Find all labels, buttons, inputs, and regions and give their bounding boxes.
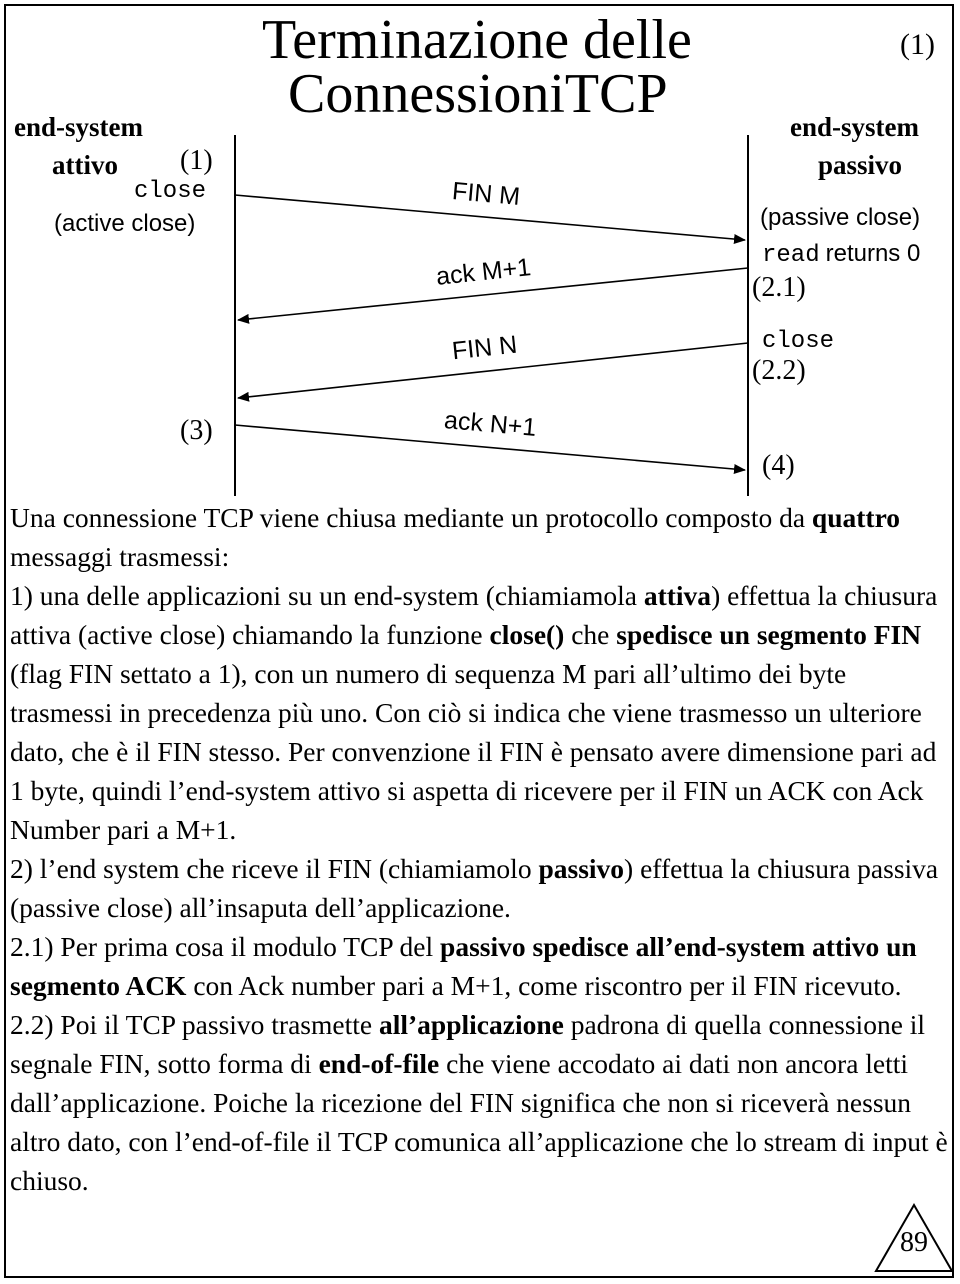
text-run: attiva [643,580,712,611]
right-endsystem-role: passivo [818,150,903,180]
text-run: ) effettua la chiusura passiva (passive close) all’insaputa dell’applicazione. [10,853,939,923]
paragraph-step-2 [10,849,950,927]
close-call-label: close [134,178,207,205]
text-run: ) effettua la chiusura attiva (active close) chiamando la funzione [10,580,938,650]
text-run: quattro [811,502,901,533]
paragraph-step-1 [10,576,950,849]
text-run: che [564,619,617,650]
left-endsystem-label: end-system [14,112,143,142]
msg-ack-m-label: ack M+1 [434,253,533,291]
read-code: read [762,242,820,269]
tcp-sequence-diagram [0,0,960,500]
text-run: passivo spedisce all’end-system attivo un segmento ACK [10,931,917,1001]
slide-marker: (1) [900,28,935,61]
active-close-label: (active close) [54,210,196,237]
text-run: all’applicazione [378,1009,564,1040]
text-run: 2.2) Poi il TCP passivo trasmette [10,1009,379,1040]
text-run: con Ack number pari a M+1, come riscontro per il FIN ricevuto. [186,970,902,1001]
msg-ack-n-label: ack N+1 [442,406,538,442]
msg-fin-n-label: FIN N [450,330,519,366]
text-run: spedisce un segmento FIN [616,619,922,650]
paragraph-step-2-2 [10,1005,950,1200]
paragraph-intro [10,498,950,576]
text-run: messaggi trasmessi: [10,541,230,572]
text-run: che viene accodato ai dati non ancora letti dall’applicazione. Poiche la ricezione del FIN significa che non si riceverà nessun altro dato, con l’end-of-file il TCP comunica all’applicazione che lo stream di input è chiuso. [10,1048,948,1196]
passive-close-label: (passive close) [760,204,921,231]
slide-title-line2: ConnessioniTCP [288,63,668,125]
page-number: 89 [900,1227,928,1258]
slide-title-line1: Terminazione delle [262,9,692,71]
step-4-label: (4) [762,450,795,481]
step-1-label: (1) [180,145,213,176]
explanation-text [10,498,950,1200]
left-endsystem-role: attivo [52,150,118,180]
step-3-label: (3) [180,415,213,446]
right-endsystem-label: end-system [790,112,919,142]
msg-fin-m-label: FIN M [450,177,522,211]
read-returns-text: returns 0 [825,240,921,267]
arrow-fin-n [238,343,748,398]
text-run: padrona di quella connessione il segnale FIN, sotto forma di [10,1009,926,1079]
step-2-2-label: (2.2) [752,355,806,386]
text-run: (flag FIN settato a 1), con un numero di sequenza M pari all’ultimo dei byte trasmessi in precedenza più uno. Con ciò si indica che viene trasmesso un ulteriore dato, che è il FIN stesso. Per convenzione il FIN è pensato avere dimensione pari ad 1 byte, quindi l’end-system attivo si aspetta di ricevere per il FIN un ACK con Ack Number pari a M+1. [10,658,937,845]
step-2-1-label: (2.1) [752,272,806,303]
text-run: 2) l’end system che riceve il FIN (chiamiamolo [10,853,539,884]
arrow-fin-m [235,195,745,240]
text-run: Una connessione TCP viene chiusa mediante un protocollo composto da [10,502,812,533]
text-run: passivo [538,853,625,884]
arrow-ack-m [238,268,748,320]
text-run: 1) una delle applicazioni su un end-system (chiamiamola [10,580,644,611]
close-call-passive-label: close [762,328,835,355]
paragraph-step-2-1 [10,927,950,1005]
arrow-ack-n [235,425,745,470]
page-number-badge [874,1203,954,1273]
text-run: close() [489,619,565,650]
text-run: end-of-file [318,1048,440,1079]
text-run: 2.1) Per prima cosa il modulo TCP del [10,931,441,962]
